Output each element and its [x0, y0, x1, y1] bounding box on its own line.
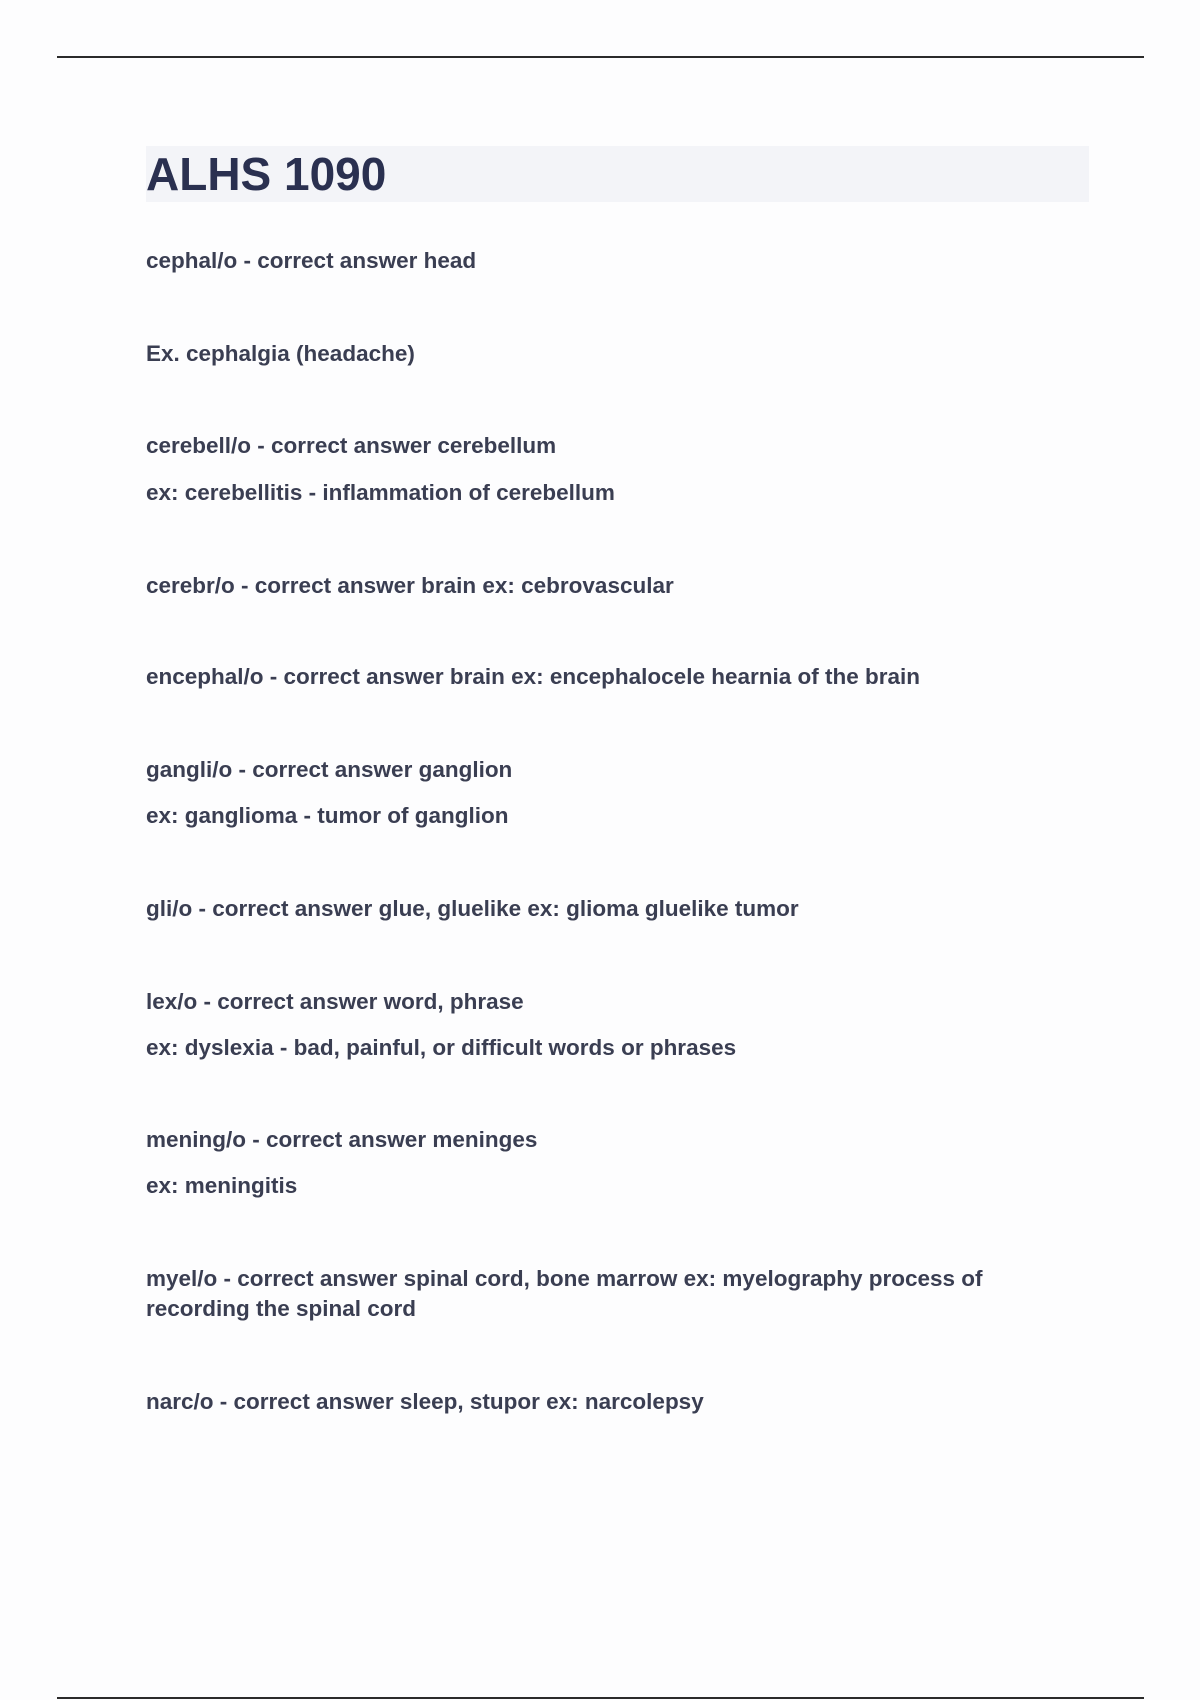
document-title: ALHS 1090 — [146, 148, 387, 200]
example-line-cephalgia: Ex. cephalgia (headache) — [146, 341, 415, 366]
term-line-myelo: myel/o - correct answer spinal cord, bone marrow ex: myelography process of recording the spinal cord — [146, 1266, 983, 1321]
term-line-ganglio: gangli/o - correct answer ganglion — [146, 757, 513, 782]
term-line-glio: gli/o - correct answer glue, gluelike ex: glioma gluelike tumor — [146, 896, 799, 921]
term-line-cephalo: cephal/o - correct answer head — [146, 248, 477, 273]
term-line-meningo: mening/o - correct answer meninges — [146, 1127, 538, 1152]
term-line-cerebello: cerebell/o - correct answer cerebellum — [146, 433, 557, 458]
top-divider — [57, 56, 1144, 58]
term-line-encephalo: encephal/o - correct answer brain ex: encephalocele hearnia of the brain — [146, 664, 920, 689]
bottom-divider — [57, 1697, 1144, 1699]
example-line-meningitis: ex: meningitis — [146, 1173, 298, 1198]
term-line-lexo: lex/o - correct answer word, phrase — [146, 989, 524, 1014]
example-line-ganglioma: ex: ganglioma - tumor of ganglion — [146, 803, 509, 828]
example-line-cerebellitis: ex: cerebellitis - inflammation of cerebellum — [146, 480, 615, 505]
example-line-dyslexia: ex: dyslexia - bad, painful, or difficult words or phrases — [146, 1035, 737, 1060]
term-line-narco: narc/o - correct answer sleep, stupor ex: narcolepsy — [146, 1389, 704, 1414]
term-line-cerebro: cerebr/o - correct answer brain ex: cebrovascular — [146, 573, 674, 598]
